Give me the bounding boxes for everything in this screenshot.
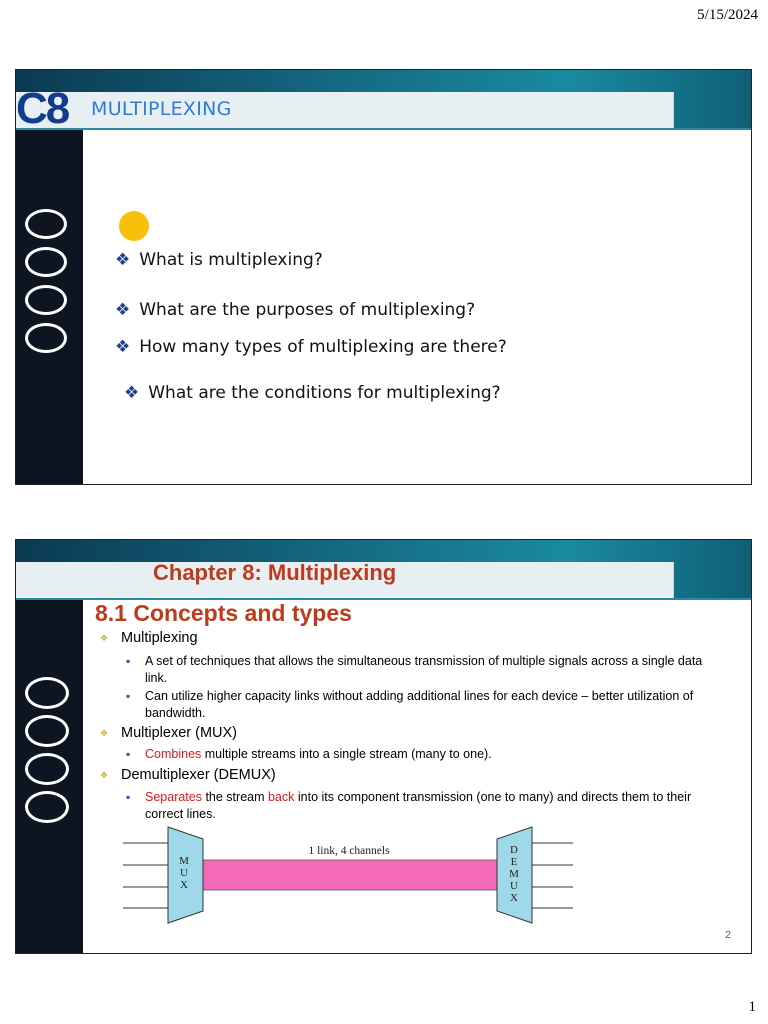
question-item: ❖ What are the purposes of multiplexing? [115, 300, 476, 320]
demux-letter: U [510, 880, 518, 892]
mux-letter: M [179, 855, 189, 867]
demux-letter: X [510, 892, 518, 904]
print-date: 5/15/2024 [697, 7, 758, 23]
question-item: ❖ What is multiplexing? [115, 250, 323, 270]
small-diamond-bullet-icon: ❖ [100, 727, 109, 738]
ring-icon [25, 285, 67, 315]
demux-letter: E [510, 856, 518, 868]
ring-icon [25, 247, 67, 277]
slide-1 [15, 69, 752, 485]
diamond-bullet-icon: ❖ [124, 383, 140, 403]
dot-bullet-icon: ▪ [126, 747, 131, 761]
mux-demux-diagram [123, 825, 583, 925]
output-lines [528, 843, 573, 908]
demux-letter: D [510, 844, 518, 856]
mux-letter: U [180, 867, 188, 879]
question-item: ❖ How many types of multiplexing are there? [115, 337, 507, 357]
diamond-bullet-icon: ❖ [115, 250, 131, 270]
question-item: ❖ What are the conditions for multiplexing? [124, 383, 501, 403]
diamond-bullet-icon: ❖ [115, 337, 131, 357]
decorative-rings [25, 677, 69, 829]
sub-list-item: ▪ Can utilize higher capacity links without adding additional lines for each device – better utilization of bandwidth. [126, 689, 694, 720]
decorative-rings [25, 209, 67, 361]
banner-divider [16, 128, 751, 130]
ring-icon [25, 715, 69, 747]
ring-icon [25, 209, 67, 239]
small-diamond-bullet-icon: ❖ [100, 769, 109, 780]
input-lines [123, 843, 168, 908]
ring-icon [25, 323, 67, 353]
ring-icon [25, 753, 69, 785]
chapter-logo: C8 [16, 84, 69, 133]
page-number: 1 [748, 999, 756, 1015]
slide-2 [15, 539, 752, 954]
sub-list-item: ▪ A set of techniques that allows the simultaneous transmission of multiple signals across a single data link. [126, 654, 703, 685]
list-item: ❖ Multiplexing [100, 630, 198, 646]
slide-title: Chapter 8: Multiplexing [153, 560, 397, 585]
link-label: 1 link, 4 channels [308, 845, 390, 857]
ring-icon [25, 677, 69, 709]
section-heading: 8.1 Concepts and types [95, 600, 352, 626]
dot-bullet-icon: ▪ [126, 689, 131, 703]
sub-list-item: ▪ Separates the stream back into its component transmission (one to many) and directs them to their correct lines. [126, 790, 692, 821]
slide-title: MULTIPLEXING [91, 98, 232, 120]
dot-bullet-icon: ▪ [126, 790, 131, 804]
list-item: ❖ Demultiplexer (DEMUX) [100, 767, 276, 783]
sub-list-item: ▪ Combines multiple streams into a single stream (many to one). [126, 747, 492, 761]
list-item: ❖ Multiplexer (MUX) [100, 725, 238, 741]
mux-letter: X [180, 879, 188, 891]
accent-dot [119, 211, 149, 241]
ring-icon [25, 791, 69, 823]
link-bar [201, 860, 497, 890]
diamond-bullet-icon: ❖ [115, 300, 131, 320]
slide-number: 2 [725, 929, 731, 941]
small-diamond-bullet-icon: ❖ [100, 632, 109, 643]
demux-letter: M [509, 868, 519, 880]
dot-bullet-icon: ▪ [126, 654, 131, 668]
